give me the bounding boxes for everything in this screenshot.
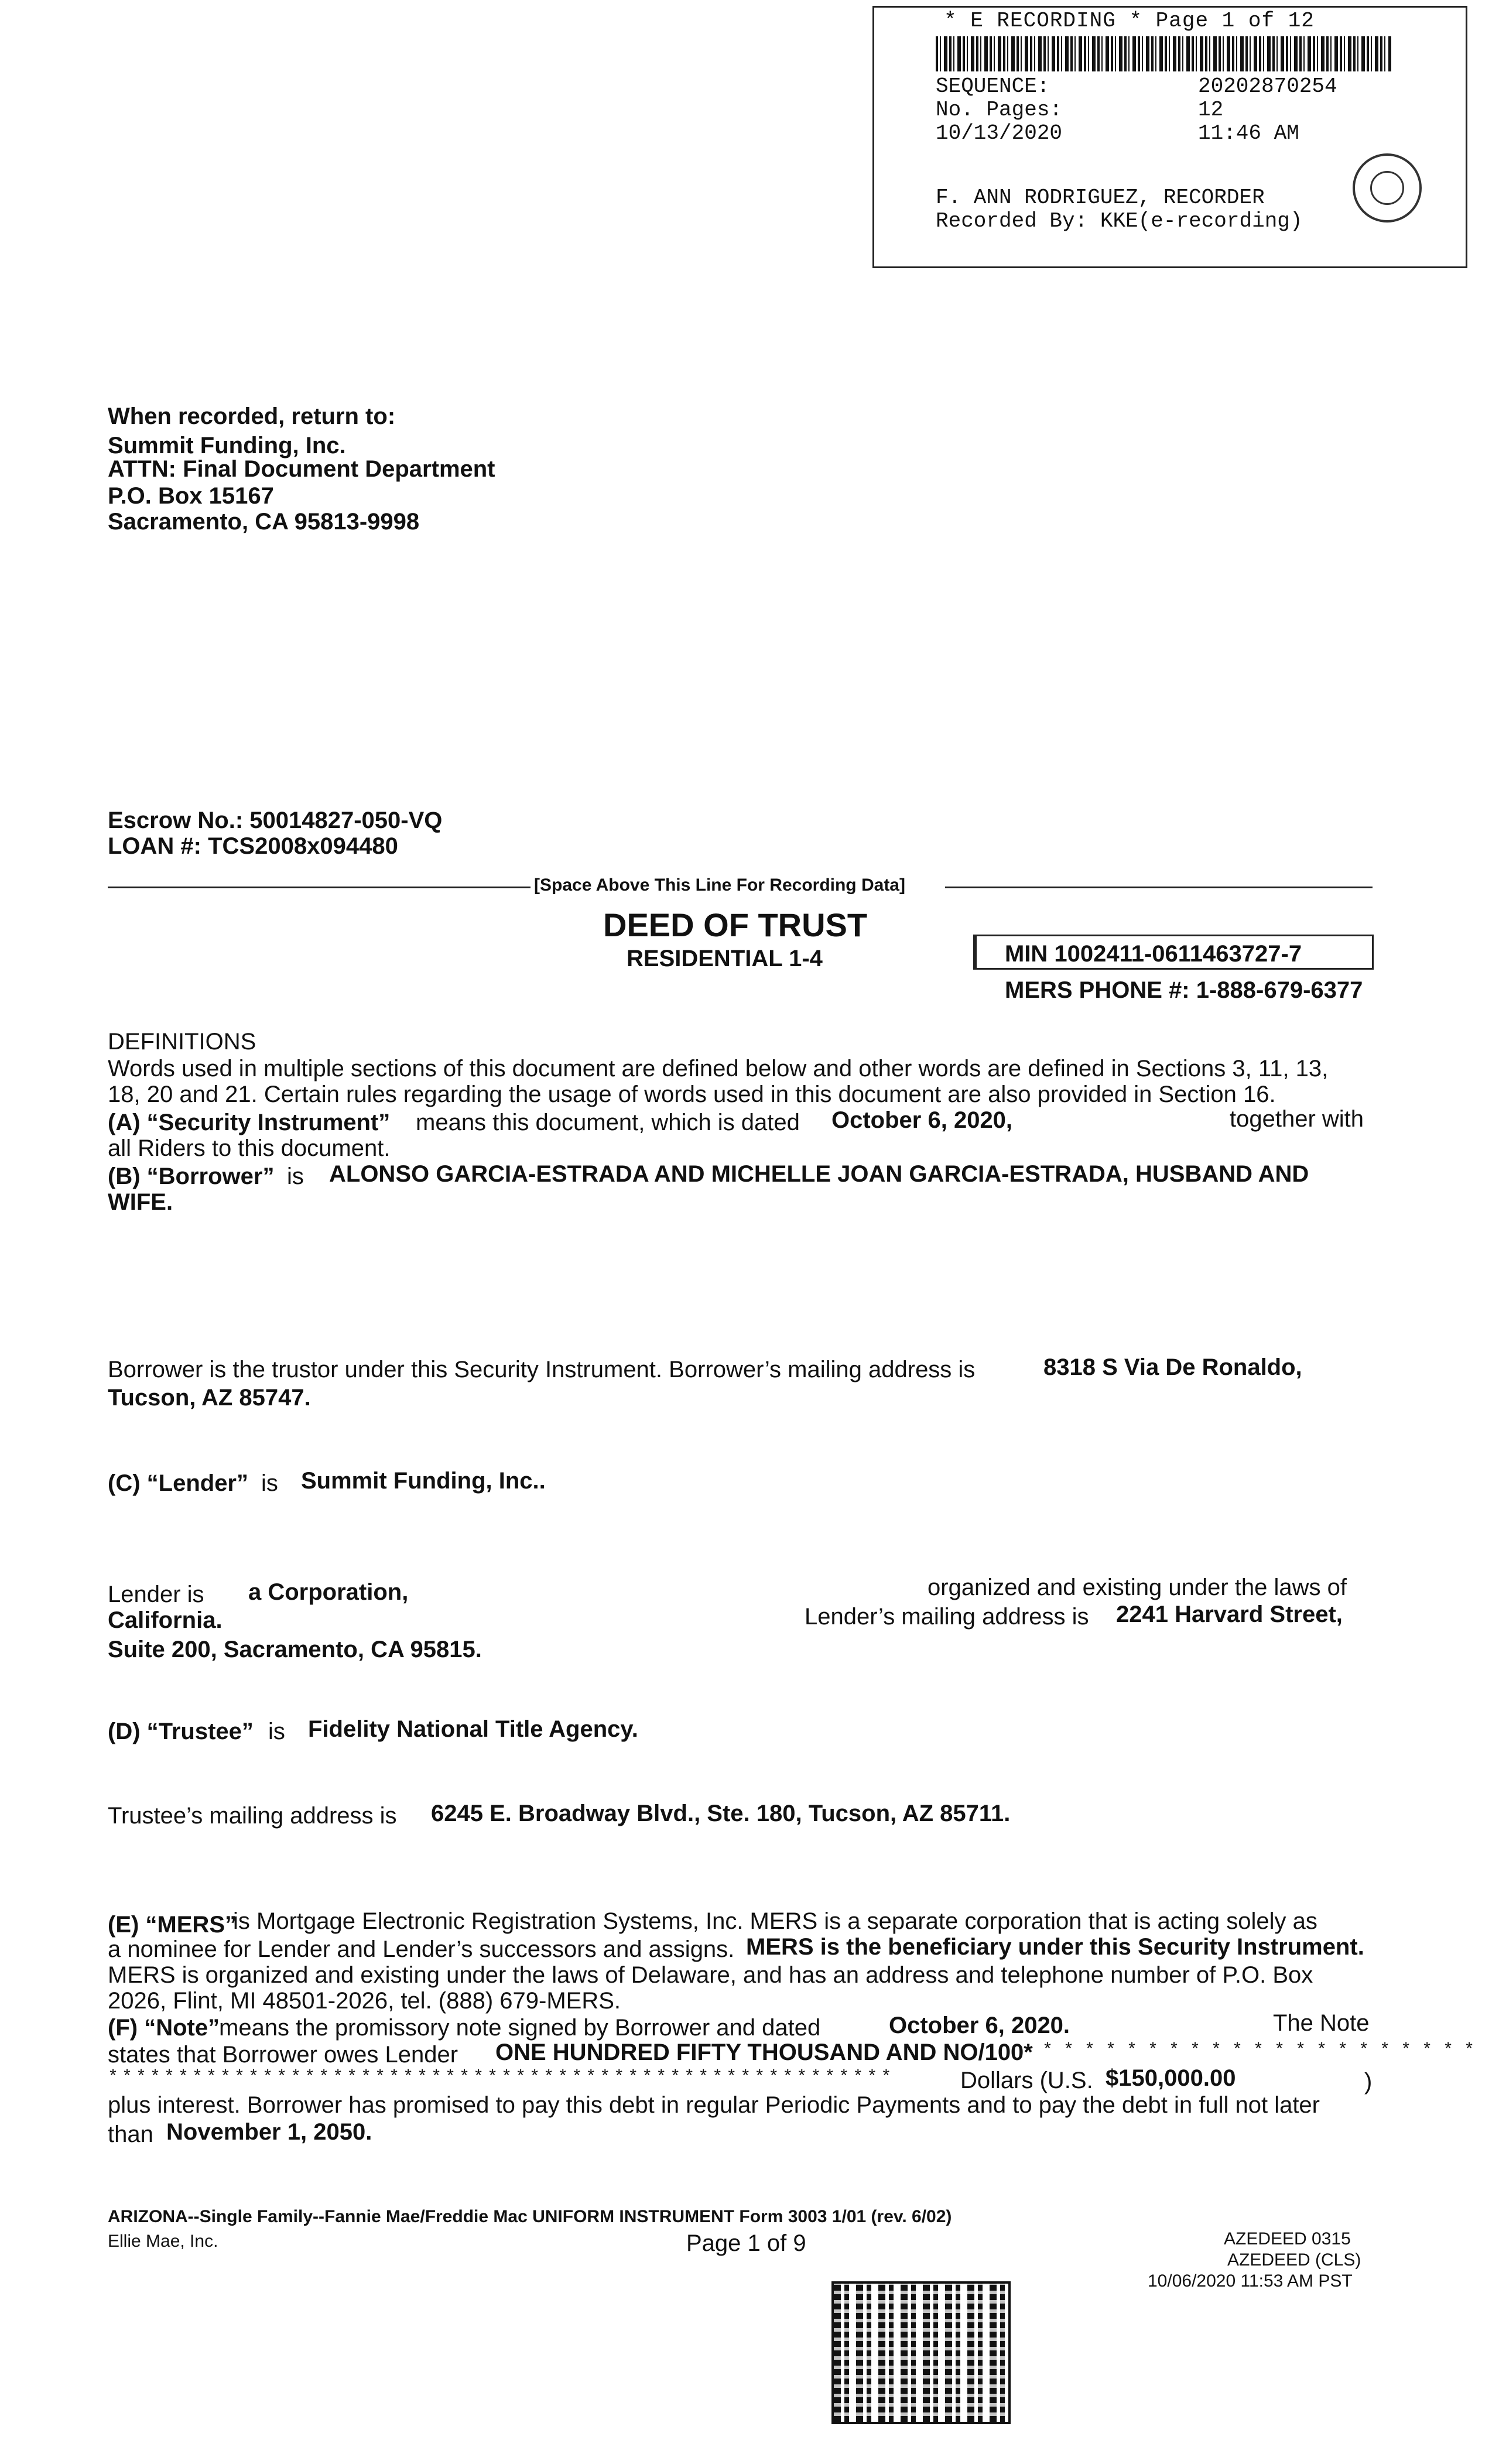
escrow-number: Escrow No.: 50014827-050-VQ — [108, 807, 443, 833]
recording-divider-left — [108, 887, 531, 888]
note-stars-2: * * * * * * * * * * * * * * * * * * * * * * * * * * * * * * * * * * * * * * * * * * * * * * * * * * * * * * * * — [108, 2068, 888, 2087]
trustee-address: 6245 E. Broadway Blvd., Ste. 180, Tucson, AZ 85711. — [431, 1801, 1011, 1826]
definitions-heading: DEFINITIONS — [108, 1029, 256, 1055]
footer-code-2: AZEDEED (CLS) — [1227, 2250, 1361, 2270]
lender-mailing-label: Lender’s mailing address is — [805, 1604, 1089, 1630]
note-stars-1: * * * * * * * * * * * * * * * * * * * * * — [1042, 2041, 1475, 2061]
def-f-line-2: states that Borrower owes Lender — [108, 2042, 458, 2068]
return-to-line-2: Summit Funding, Inc. — [108, 433, 346, 458]
trustee-name: Fidelity National Title Agency. — [308, 1716, 638, 1742]
recording-divider-right — [945, 887, 1373, 888]
lender-is-label: Lender is — [108, 1582, 204, 1607]
footer-code-1: AZEDEED 0315 — [1224, 2229, 1351, 2249]
def-a-line-2: all Riders to this document. — [108, 1135, 391, 1161]
footer-timestamp: 10/06/2020 11:53 AM PST — [1148, 2271, 1353, 2291]
def-a-date: October 6, 2020, — [831, 1107, 1013, 1133]
recording-time: 11:46 AM — [1198, 121, 1299, 145]
loan-number: LOAN #: TCS2008x094480 — [108, 833, 398, 859]
def-d-label: (D) “Trustee” — [108, 1719, 254, 1744]
lender-name: Summit Funding, Inc.. — [301, 1468, 546, 1494]
return-to-line-3: ATTN: Final Document Department — [108, 456, 495, 482]
document-subtitle: RESIDENTIAL 1-4 — [627, 946, 823, 971]
recording-header: * E RECORDING * Page 1 of 12 — [944, 9, 1315, 33]
return-to-line-4: P.O. Box 15167 — [108, 483, 274, 509]
borrower-trustor-text: Borrower is the trustor under this Security Instrument. Borrower’s mailing address is — [108, 1357, 976, 1382]
lender-state: California. — [108, 1607, 223, 1633]
borrower-address-2: Tucson, AZ 85747. — [108, 1385, 311, 1411]
sequence-value: 20202870254 — [1198, 74, 1337, 98]
borrower-name-line-2: WIFE. — [108, 1189, 173, 1215]
return-to-line-1: When recorded, return to: — [108, 403, 396, 429]
def-e-line-2b: MERS is the beneficiary under this Security Instrument. — [746, 1934, 1364, 1960]
note-paren: ) — [1364, 2069, 1373, 2095]
def-f-tail: The Note — [1273, 2010, 1370, 2036]
mers-phone: MERS PHONE #: 1-888-679-6377 — [1005, 977, 1363, 1003]
footer-vendor: Ellie Mae, Inc. — [108, 2232, 218, 2251]
def-c-label: (C) “Lender” — [108, 1470, 248, 1496]
borrower-address-1: 8318 S Via De Ronaldo, — [1043, 1354, 1302, 1380]
note-amount-words: ONE HUNDRED FIFTY THOUSAND AND NO/100* — [495, 2039, 1033, 2065]
pages-label: No. Pages: — [936, 98, 1063, 122]
lender-address-1: 2241 Harvard Street, — [1116, 1601, 1343, 1627]
def-f-line-5a: than — [108, 2121, 153, 2147]
county-recorder-seal — [1353, 153, 1422, 223]
recorded-by: Recorded By: KKE(e-recording) — [936, 209, 1303, 233]
lender-address-2: Suite 200, Sacramento, CA 95815. — [108, 1637, 482, 1662]
return-to-line-5: Sacramento, CA 95813-9998 — [108, 509, 420, 535]
def-d-is: is — [268, 1719, 285, 1744]
trustee-address-label: Trustee’s mailing address is — [108, 1803, 397, 1829]
document-title: DEED OF TRUST — [603, 906, 868, 943]
def-e-line-4: 2026, Flint, MI 48501-2026, tel. (888) 679-MERS. — [108, 1988, 621, 2014]
footer-form-id: ARIZONA--Single Family--Fannie Mae/Freddie Mac UNIFORM INSTRUMENT Form 3003 1/01 (rev. 6/02) — [108, 2207, 952, 2226]
sequence-label: SEQUENCE: — [936, 74, 1050, 98]
def-f-line-4: plus interest. Borrower has promised to pay this debt in regular Periodic Payments and to pay the debt in full not later — [108, 2092, 1320, 2118]
min-number: MIN 1002411-0611463727-7 — [1005, 941, 1302, 967]
def-f-line-1: means the promissory note signed by Borrower and dated — [219, 2015, 821, 2041]
def-e-label: (E) “MERS” — [108, 1912, 237, 1938]
def-e-line-1: is Mortgage Electronic Registration Systems, Inc. MERS is a separate corporation that is acting solely as — [233, 1908, 1317, 1934]
note-date: October 6, 2020. — [889, 2013, 1070, 2038]
recording-date: 10/13/2020 — [936, 121, 1063, 145]
borrower-name-line-1: ALONSO GARCIA-ESTRADA AND MICHELLE JOAN GARCIA-ESTRADA, HUSBAND AND — [329, 1161, 1309, 1187]
lender-type: a Corporation, — [248, 1579, 409, 1605]
def-b-is: is — [287, 1163, 304, 1189]
definitions-intro-1: Words used in multiple sections of this document are defined below and other words are defined in Sections 3, 11, 13, — [108, 1056, 1329, 1082]
def-b-label: (B) “Borrower” — [108, 1163, 275, 1189]
def-e-line-2a: a nominee for Lender and Lender’s successors and assigns. — [108, 1936, 735, 1962]
def-a-label: (A) “Security Instrument” — [108, 1110, 391, 1135]
note-amount: $150,000.00 — [1106, 2065, 1236, 2091]
space-above-line: [Space Above This Line For Recording Data] — [534, 875, 905, 895]
maturity-date: November 1, 2050. — [166, 2119, 372, 2145]
recorder-name: F. ANN RODRIGUEZ, RECORDER — [936, 186, 1265, 210]
pages-value: 12 — [1198, 98, 1224, 122]
lender-organized-text: organized and existing under the laws of — [928, 1575, 1347, 1600]
note-dollars-label: Dollars (U.S. — [960, 2068, 1093, 2093]
def-f-label: (F) “Note” — [108, 2015, 220, 2041]
recording-barcode — [936, 36, 1391, 71]
definitions-intro-2: 18, 20 and 21. Certain rules regarding the usage of words used in this document are also provided in Section 16. — [108, 1082, 1276, 1107]
def-c-is: is — [261, 1470, 278, 1496]
def-a-tail: together with — [1230, 1106, 1364, 1132]
def-e-line-3: MERS is organized and existing under the laws of Delaware, and has an address and telephone number of P.O. Box — [108, 1962, 1313, 1988]
footer-page-number: Page 1 of 9 — [686, 2230, 806, 2256]
def-a-text: means this document, which is dated — [416, 1110, 800, 1135]
document-2d-barcode — [831, 2281, 1011, 2424]
